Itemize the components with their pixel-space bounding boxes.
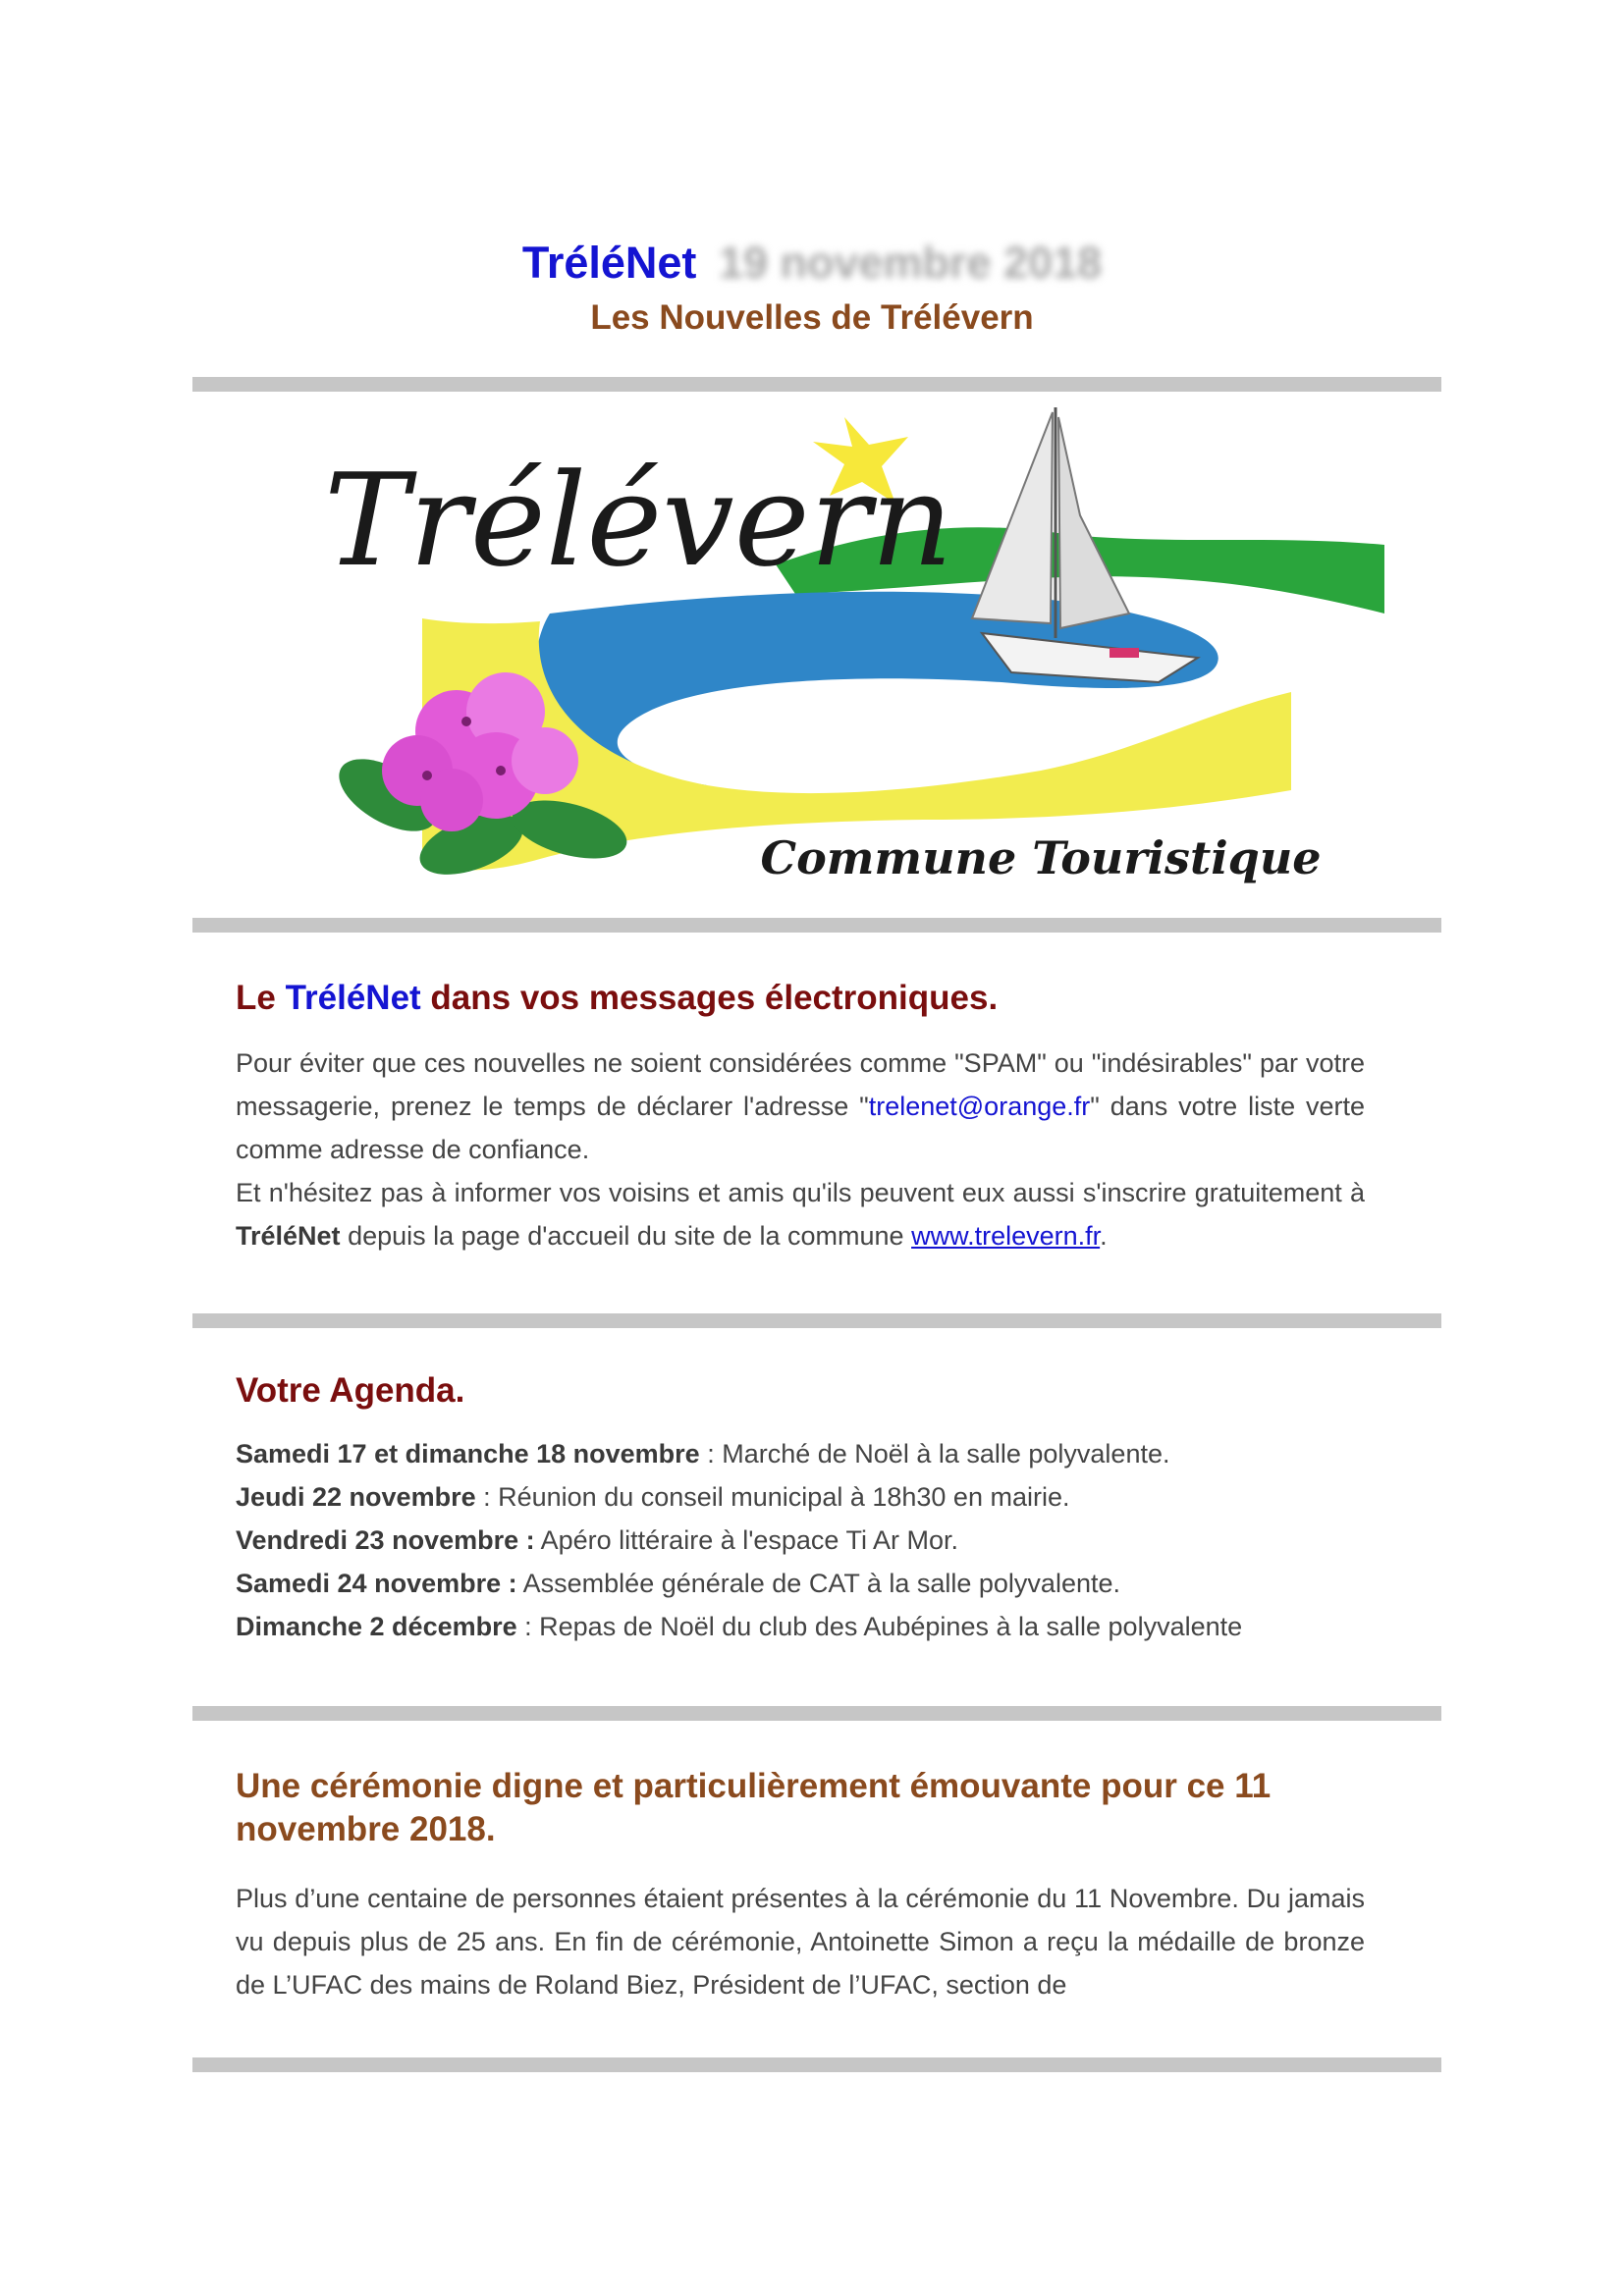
ceremony-text: Plus d’une centaine de personnes étaient présentes à la cérémonie du 11 Novembre. Du jamais vu depuis plus de 25 ans. En fin de cérémonie, Antoinette Simon a reçu la médaille de bronze de L’UFAC des mains de Roland Biez, Président de l’UFAC, section de: [236, 1884, 1365, 2000]
trelevern-banner-logo: [295, 398, 1394, 908]
section-mail: [236, 977, 1365, 1257]
paragraph-spam: Pour éviter que ces nouvelles ne soient considérées comme "SPAM" ou "indésirables" par votre messagerie, prenez le temps de déclarer l'adresse "trelenet@orange.fr" dans votre liste verte comme adresse de confiance.: [236, 1048, 1365, 1164]
separator-bottom: [192, 2057, 1441, 2072]
section-mail-body: [236, 1041, 1365, 1257]
agenda-item: Samedi 24 novembre : Assemblée générale de CAT à la salle polyvalente.: [236, 1569, 1120, 1598]
website-link[interactable]: www.trelevern.fr: [911, 1221, 1101, 1251]
agenda-list: [236, 1432, 1365, 1648]
separator-after-mail: [192, 1313, 1441, 1328]
newsletter-title: [0, 234, 1624, 293]
logo-tagline: Commune Touristique: [760, 831, 1322, 884]
agenda-item: Dimanche 2 décembre : Repas de Noël du club des Aubépines à la salle polyvalente: [236, 1612, 1243, 1641]
section-ceremony: [236, 1765, 1365, 2006]
separator-after-banner: [192, 918, 1441, 933]
paragraph-subscribe: Et n'hésitez pas à informer vos voisins et amis qu'ils peuvent eux aussi s'inscrire gratuitement à TréléNet depuis la page d'accueil du site de la commune www.trelevern.fr.: [236, 1178, 1365, 1251]
logo-text: Trélévern: [324, 446, 953, 595]
brand-inline: TréléNet: [236, 1221, 341, 1251]
ceremony-title: Une cérémonie digne et particulièrement émouvante pour ce 11 novembre 2018.: [236, 1767, 1272, 1848]
email-link[interactable]: trelenet@orange.fr: [868, 1092, 1091, 1121]
title-brand: TréléNet: [285, 979, 421, 1017]
separator-after-agenda: [192, 1706, 1441, 1721]
newsletter-subtitle: Les Nouvelles de Trélévern: [590, 298, 1034, 337]
agenda-item: Jeudi 22 novembre : Réunion du conseil municipal à 18h30 en mairie.: [236, 1482, 1070, 1512]
section-agenda: [236, 1369, 1365, 1648]
section-mail-title: Le TréléNet dans vos messages électroniques.: [236, 979, 999, 1017]
agenda-title: Votre Agenda.: [236, 1371, 465, 1410]
agenda-item: Vendredi 23 novembre : Apéro littéraire à l'espace Ti Ar Mor.: [236, 1525, 958, 1555]
agenda-item: Samedi 17 et dimanche 18 novembre : Marché de Noël à la salle polyvalente.: [236, 1439, 1170, 1468]
brand-name: TréléNet: [521, 238, 697, 288]
issue-date-blurred: 19 novembre 2018: [718, 238, 1103, 288]
newsletter-header: [0, 234, 1624, 342]
separator-top: [192, 377, 1441, 392]
